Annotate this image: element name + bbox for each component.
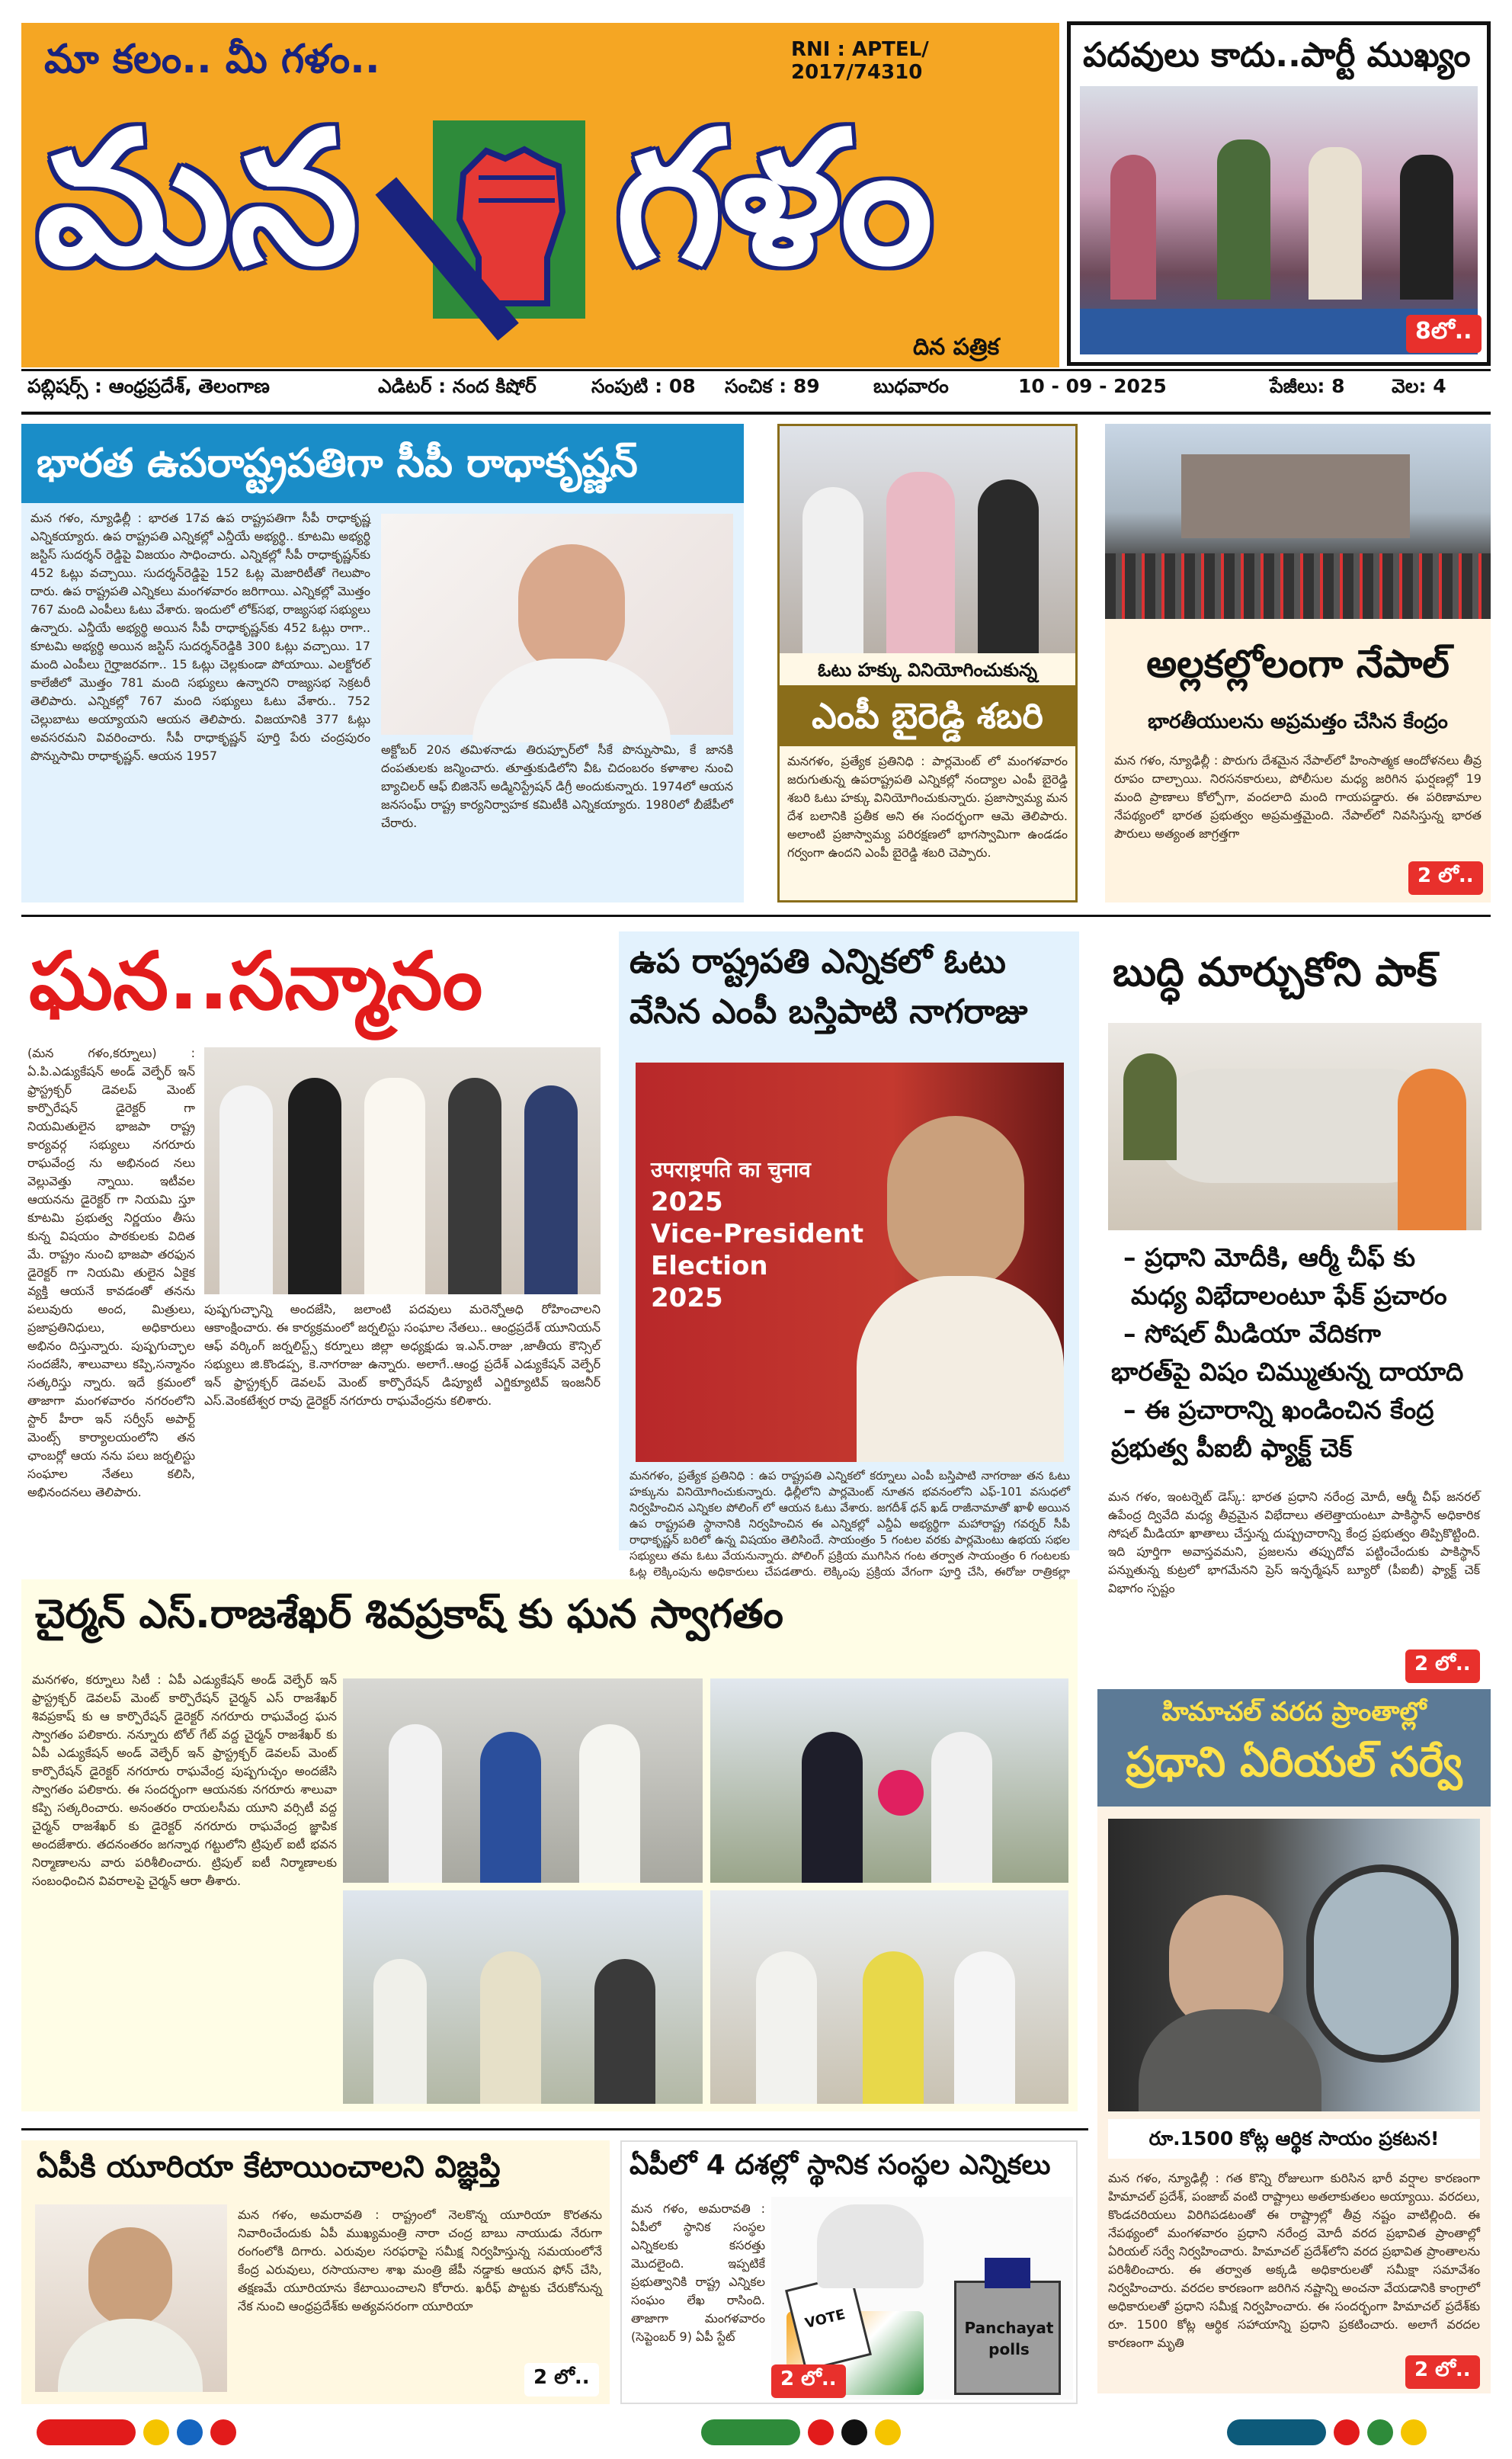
issue: సంచిక : 89 <box>725 375 820 397</box>
s6-bullet1: – ప్రధాని మోదీకి, ఆర్మీ చీఫ్ కు <box>1123 1242 1416 1272</box>
s6-bullet1b: మధ్య విభేదాలంటూ ఫేక్ ప్రచారం <box>1131 1281 1447 1310</box>
s2-headline: ఎంపీ బైరెడ్డి శబరి <box>780 685 1075 746</box>
s8-badge[interactable]: 2 లో.. <box>1405 2355 1480 2389</box>
s8-caption: రూ.1500 కోట్ల ఆర్థిక సాయం ప్రకటన! <box>1108 2119 1480 2159</box>
welcome-photo-2 <box>710 1678 1068 1883</box>
s10-headline: ఏపీలో 4 దశల్లో స్థానిక సంస్థల ఎన్నికలు <box>629 2150 1051 2181</box>
ballot-box <box>954 2281 1061 2395</box>
nepal-protest-photo <box>1105 424 1491 619</box>
top-right-badge[interactable]: 8లో.. <box>1406 315 1482 353</box>
weekday: బుధవారం <box>873 375 949 397</box>
welcome-photo-1 <box>343 1678 703 1883</box>
publishers: పబ్లిషర్స్ : ఆంధ్రప్రదేశ్, తెలంగాణ <box>27 375 270 397</box>
welcome-photo-4 <box>710 1890 1068 2104</box>
s8-headline: ప్రధాని ఏరియల్ సర్వే <box>1126 1738 1462 1786</box>
sign-line5: 2025 <box>651 1283 723 1313</box>
s4-headline: ఘన..సన్మానం <box>29 935 483 1028</box>
hand-shape <box>817 2204 924 2288</box>
box-line2: polls <box>988 2340 1030 2358</box>
s6-headline: బుద్ధి మార్చుకోని పాక్ <box>1113 950 1437 995</box>
s3-headline: అల్లకల్లోలంగా నేపాల్ <box>1146 642 1450 686</box>
masthead <box>21 23 1059 367</box>
welcome-photo-3 <box>343 1890 703 2104</box>
pm-army-chief-photo <box>1108 1023 1482 1230</box>
story-vice-president <box>21 424 744 902</box>
info-bar <box>27 375 1491 406</box>
s3-badge[interactable]: 2 లో.. <box>1408 861 1483 895</box>
top-right-headline: పదవులు కాదు..పార్టీ ముఖ్యం <box>1083 36 1471 75</box>
s6-bullet2b: భారత్‌పై విషం చిమ్ముతున్న దాయాది <box>1111 1357 1464 1387</box>
nagaraju-photo <box>636 1063 1064 1462</box>
story-nepal <box>1105 424 1491 902</box>
story-local-elections <box>620 2140 1078 2404</box>
s2-kicker: ఓటు హక్కు వినియోగించుకున్న <box>780 655 1075 685</box>
s7-body: మనగళం, కర్నూలు సిటీ : ఏపీ ఎడ్యుకేషన్ అండ్ వెల్ఫేర్ ఇన్ ఫ్రాస్ట్రక్చర్ డెవలప్ మెంట్ కార్పొరేషన్ చైర్మన్ ఎస్ రాజశేఖర్ శివప్రకాష్ కు ఆ కార్పొరేషన్ డైరెక్టర్ నగరూరు రాఘవేంద్ర ఘన స్వాగతం పలికారు. నన్నూరు టోల్ గేట్ వద్ద చైర్మన్ రాజశేఖర్ కు ఏపీ ఎడ్యుకేషన్ అండ్ వెల్ఫేర్ ఇన్ ఫ్రాస్ట్రక్చర్ డెవలప్ మెంట్ కార్పొరేషన్ డైరెక్టర్ నగరూరు రాఘవేంద్ర పుష్పగుచ్ఛం అందజేసి స్వాగతం పలికారు. ఈ సందర్భంగా ఆయనకు నగరూరు శాలువా కప్పి సత్కరించారు. అనంతరం రాయలసీమ యూని వర్సిటీ వద్ద చైర్మన్ రాజశేఖర్ కు డైరెక్టర్ నగరూరు రాఘవేంద్ర జ్ఞాపిక అందజేశారు. తదనంతరం జగన్నాథ గట్టులోని ట్రిపుల్ ఐటీ భవన నిర్మాణాలను వారు పరిశీలించారు. ట్రిపుల్ ఐటీ నిర్మాణాలకు సంబంధించిన వివరాలపై చైర్మన్ ఆరా తీశారు. <box>32 1672 337 1888</box>
ballot-label: VOTE <box>803 2306 847 2332</box>
s6-bullet3b: ప్రభుత్వ పీఐబీ ఫ్యాక్ట్ చెక్ <box>1111 1433 1353 1463</box>
masthead-subtitle: దిన పత్రిక <box>913 334 1000 361</box>
s10-badge[interactable]: 2 లో.. <box>771 2364 846 2398</box>
s1-headline: భారత ఉపరాష్ట్రపతిగా సీపీ రాధాకృష్ణన్ <box>21 424 744 503</box>
footer-decoration-right <box>1227 2419 1478 2445</box>
s9-body: మన గళం, అమరావతి : రాష్ట్రంలో నెలకొన్న యూరియా కొరతను నివారించేందుకు ఏపీ ముఖ్యమంత్రి నారా చంద్ర బాబు నాయుడు నేరుగా రంగంలోకి దిగారు. ఎరువుల సరఫరాపై సమీక్ష నిర్వహిస్తున్న సమయంలోనే కేంద్ర ఎరువులు, రసాయనాల శాఖ మంత్రి జేపీ నడ్డాకు ఆయన ఫోన్ చేసి, తక్షణమే యూరియాను కేటాయించాలని కోరారు. ఖరీఫ్ పొట్టకు చేరుకోనున్న నేక నుంచి ఆంధ్రప్రదేశ్‌కు అత్యవసరంగా యూరియా <box>238 2207 602 2313</box>
radhakrishnan-photo <box>381 514 733 735</box>
s4-body-col1: (మన గళం,కర్నూలు) : ఏ.పి.ఎడ్యుకేషన్ అండ్ వెల్ఫేర్ ఇన్ ఫ్రాస్ట్రక్చర్ డెవలప్ మెంట్ కార్పొరేషన్ డైరెక్టర్ గా నియమితులైన భాజపా రాష్ట్ర కార్యవర్గ సభ్యులు నగరూరు రాఘవేంద్ర ను అభినంద నలు వెల్లువెత్తు న్నాయి. ఇటీవల ఆయనను డైరెక్టర్ గా నియమి స్తూ కూటమి ప్రభుత్వ నిర్ణయం తీసు కున్న విషయం పాఠకులకు విదిత మే. రాష్ట్రం నుంచి భాజపా తరఫున డైరెక్టర్ గా నియమి తులైన ఏకైక వ్యక్తి ఆయనే కావడంతో తనను పలువురు అంద, మిత్రులు, ప్రజాప్రతినిధులు, అధికారులు అభినం దిస్తున్నారు. పుష్పగుచ్ఛాల సందజేసి, శాలువాలు కప్పి,సన్మానం సత్కరిస్తు న్నారు. ఇదే క్రమంలో తాజాగా మంగళవారం నగరంలోని స్టార్ హీరా ఇన్ సర్వీస్ అపార్ట్ మెంట్స్ కార్యాలయంలోని తన ఛాంబర్లో ఆయ నను పలు జర్నలిస్టు సంఘాల నేతలు కలిసి, అభినందనలు తెలిపారు. <box>27 1046 195 1499</box>
s6-bullet3: – ఈ ప్రచారాన్ని ఖండించిన కేంద్ర <box>1123 1395 1434 1425</box>
s8-body: మన గళం, న్యూఢిల్లీ : గత కొన్ని రోజులుగా కురిసిన భారీ వర్షాల కారణంగా హిమాచల్ ప్రదేశ్, పంజాబ్ వంటి రాష్ట్రాలు అతలాకుతలం అయ్యాయి. వరదలు, కొండచరియలు విరిగిపడటంతో ఈ రాష్ట్రాల్లో తీవ్ర నష్టం వాటిల్లింది. ఈ నేపథ్యంలో మంగళవారం ప్రధాని నరేంద్ర మోదీ వరద ప్రభావిత ప్రాంతాల్లో ఏరియల్ సర్వే నిర్వహించారు. హిమాచల్ ప్రదేశ్‌లోని వరద ప్రభావిత ప్రాంతాలను పరిశీలించారు. ఈ తర్వాత అక్కడి అధికారులతో సమీక్షా సమావేశం నిర్వహించారు. వరదల కారణంగా జరిగిన నష్టాన్ని అంచనా వేయడానికి కాంగ్రాలో అధికారులతో ప్రధాని సమీక్ష నిర్వహించారు. ఈ సందర్భంగా హిమాచల్ ప్రదేశ్‌కు రూ. 1500 కోట్ల ఆర్థిక సహాయాన్ని ప్రధాని ప్రకటించారు. అలాగే వరదల కారణంగా మృతి <box>1108 2171 1480 2350</box>
s10-body: మన గళం, అమరావతి : ఏపీలో స్థానిక సంస్థల ఎన్నికలకు కసరత్తు మొదలైంది. ఇప్పటికే ప్రభుత్వానికి రాష్ట్ర ఎన్నికల సంఘం లేఖ రాసింది. తాజాగా మంగళవారం (సెప్టెంబర్ 9) ఏపీ స్టేట్ <box>631 2201 765 2344</box>
box-line1: Panchayat <box>964 2319 1054 2337</box>
s1-body-col2: అక్టోబర్ 20న తమిళనాడు తిరుప్పూర్‌లో సీకే పొన్నుసామి, కే జానకి దంపతులకు జన్మించారు. తూత్తుకుడిలోని వీఓ చిదంబరం కళాశాల నుంచి బ్యాచిలర్ ఆఫ్ బిజినెస్ అడ్మినిస్ట్రేషన్ డిగ్రీ అందుకున్నారు. 1974లో ఆయన జనసంఘ్ రాష్ట్ర కార్యనిర్వాహక కమిటీకి ఎన్నికయ్యారు. 1980లో బీజేపీలో చేరారు. <box>381 742 733 830</box>
story-urea <box>21 2140 610 2404</box>
s8-kicker: హిమాచల్ వరద ప్రాంతాల్లో <box>1161 1697 1427 1727</box>
footer-decoration-center <box>701 2419 930 2445</box>
sign-line4: Election <box>651 1251 768 1281</box>
rni-number: RNI : APTEL/ 2017/74310 <box>791 38 929 84</box>
s5-headline-line2: వేసిన ఎంపీ బస్తిపాటి నాగరాజు <box>629 992 1028 1031</box>
pm-helicopter-photo <box>1108 1819 1480 2111</box>
divider-row3 <box>21 2128 1088 2130</box>
story-felicitation <box>21 931 608 1550</box>
s6-badge[interactable]: 2 లో.. <box>1405 1649 1480 1683</box>
election-sign-board <box>651 1154 872 1360</box>
s9-headline: ఏపీకి యూరియా కేటాయించాలని విజ్ఞప్తి <box>37 2150 501 2185</box>
ballot-box-slot <box>985 2258 1030 2288</box>
top-right-story <box>1067 21 1491 366</box>
masthead-tagline: మా కలం.. మీ గళం.. <box>44 37 380 82</box>
sign-line2: 2025 <box>651 1187 723 1217</box>
info-bar-top-rule <box>21 369 1491 371</box>
felicitation-photo <box>204 1047 601 1294</box>
story-pakistan <box>1097 931 1491 1689</box>
story-byreddy-shabari <box>777 424 1078 902</box>
sign-line3: Vice-President <box>651 1219 864 1249</box>
volume: సంపుటి : 08 <box>591 375 696 397</box>
s2-body: మనగళం, ప్రత్యేక ప్రతినిధి : పార్లమెంట్ లో మంగళవారం జరుగుతున్న ఉపరాష్ట్రపతి ఎన్నికల్లో నంద్యాల ఎంపీ బైరెడ్డి శబరి ఓటు హక్కు వినియోగించుకున్నారు. ప్రజాస్వామ్య మన దేశ బలానికి ప్రతీక అని ఈ సందర్భంగా ఆమె తెలిపారు. అలాంటి ప్రజాస్వామ్య పరిరక్షణలో భాగస్వామిగా ఉండడం గర్వంగా ఉందని ఎంపీ బైరెడ్డి శబరి చెప్పారు. <box>787 754 1068 860</box>
s7-headline: చైర్మన్ ఎస్.రాజశేఖర్ శివప్రకాష్ కు ఘన స్వాగతం <box>35 1592 783 1637</box>
chandrababu-photo <box>35 2204 227 2392</box>
story-nagaraju <box>619 931 1079 1579</box>
shabari-photo <box>780 426 1075 653</box>
editor: ఎడిటర్ : నంద కిషోర్ <box>378 375 537 397</box>
issue-date: 10 - 09 - 2025 <box>1018 375 1167 397</box>
masthead-title-left: మన <box>37 91 359 305</box>
divider-row1 <box>21 915 1491 917</box>
page-count: పేజీలు: 8 <box>1270 375 1345 397</box>
s6-bullet2: – సోషల్ మీడియా వేదికగా <box>1123 1319 1381 1348</box>
s4-body-col2: పుష్పగుచ్ఛాన్ని అందజేసి, జలాంటి పదవులు మరెన్నోఅధి రోహించాలని ఆకాంక్షించారు. ఈ కార్యక్రమంలో జర్నలిస్టు సంఘాల నేతలు.. ఆంధ్రప్రదేశ్ యూనియన్ ఆఫ్ వర్కింగ్ జర్నలిస్ట్స్ కర్నూలు జిల్లా అధ్యక్షుడు ఇ.ఎన్.రాజు ,జాతీయ కౌన్సిల్ సభ్యులు జి.కొండప్ప, కె.నాగరాజు ఉన్నారు. అలాగే..ఆంధ్ర ప్రదేశ్ ఎడ్యుకేషన్ వెల్ఫేర్ ఇన్ ఫ్రాస్ట్రక్చర్ డెవలప్ మెంట్ కార్పొరేషన్ డిప్యూటీ ఎగ్జిక్యూటివ్ ఇంజనీర్ ఎస్.వెంకటేశ్వర రావు డైరెక్టర్ నగరూరు రాఘవేంద్రను కలిశారు. <box>204 1302 601 1408</box>
s5-body: మనగళం, ప్రత్యేక ప్రతినిధి : ఉప రాష్ట్రపతి ఎన్నికలో కర్నూలు ఎంపీ బస్తిపాటి నాగరాజు తన ఓటు హక్కును వినియోగించుకున్నారు. ఢిల్లీలోని పార్లమెంట్ నూతన భవనంలోని ఎఫ్-101 వసుధలో నిర్వహించిన ఎన్నికల పోలింగ్ లో ఆయన ఓటు వేశారు. జగదీశ్ ధన్ ఖడ్ రాజీనామాతో ఖాళీ అయిన ఉప రాష్ట్రపతి స్థానానికి నిర్వహించిన ఈ ఎన్నికల్లో ఎన్డీఏ అభ్యర్థిగా మహారాష్ట్ర గవర్నర్ సీపీ రాధాకృష్ణన్ బరిలో ఉన్న విషయం తెలిసిందే. సాయంత్రం 5 గంటల వరకు పార్లమెంటు ఉభయ సభల సభ్యులు తమ ఓటు వేయనున్నారు. పోలింగ్ ప్రక్రియ ముగిసిన గంట తర్వాత సాయంత్రం 6 గంటలకు ఓట్ల లెక్కింపును అధికారులు చేపడతారు. లెక్కింపు ప్రక్రియ వేగంగా పూర్తి చేసి, ఈరోజు రాత్రికల్లా <box>629 1469 1070 1579</box>
footer-decoration-left <box>37 2419 265 2445</box>
s1-body-col1: మన గళం, న్యూఢిల్లీ : భారత 17వ ఉప రాష్ట్రపతిగా సీపీ రాధాకృష్ణ ఎన్నికయ్యారు. ఉప రాష్ట్రపతి ఎన్నికల్లో ఎన్డీయే అభ్యర్థి.. కూటమి అభ్యర్థి జస్టిస్ సుదర్శన్ రెడ్డిపై విజయం సాధించారు. ఎన్నికల్లో సీపీ రాధాకృష్ణన్‌కు 452 ఓట్లు వచ్చాయి. సుదర్శన్‌రెడ్డిపై 152 ఓట్ల మెజారిటీతో గెలుపొం దారు. ఉప రాష్ట్రపతి ఎన్నికలు మంగళవారం జరిగాయి. ఎన్నికల్లో మొత్తం 767 మంది ఎంపీలు ఓటు వేశారు. ఇందులో లోక్‌సభ, రాజ్యసభ సభ్యులు ఉన్నారు. ఎన్డీయే అభ్యర్థి అయిన సీపీ రాధాకృష్ణన్‌కు 452 ఓట్లు రాగా.. కూటమి అభ్యర్థి అయిన జస్టిస్ సుదర్శన్‌రెడ్డికి 300 ఓట్లు వచ్చాయి. 17 మంది ఎంపీలు గైర్హాజరవగా.. 15 ఓట్లు చెల్లకుండా పోయాయి. ఎలక్టోరల్ కాలేజీలో మొత్తం 781 మంది సభ్యులు ఉన్నారని రాజ్యసభ సెక్రటరీ తెలిపారు. ఎన్నికల్లో 767 మంది సభ్యులు ఓటు వేశారు.. 752 చెల్లుబాటు అయ్యాయని ఆయన తెలిపారు. విజయానికి 377 ఓట్లు అవసరమని వివరించారు. సీపీ రాధాకృష్ణన్ పూర్తి పేరు చంద్రపురం పొన్నుసామి రాధాకృష్ణన్. ఆయన 1957 <box>30 511 370 763</box>
s6-body: మన గళం, ఇంటర్నెట్ డెస్క్: భారత ప్రధాని నరేంద్ర మోదీ, ఆర్మీ చీఫ్ జనరల్ ఉపేంద్ర ద్వివేది మధ్య తీవ్రమైన విభేదాలు తలెత్తాయంటూ పాకిస్థాన్ అధికారిక సోషల్ మీడియా ఖాతాలు చేస్తున్న దుష్ప్రచారాన్ని కేంద్ర ప్రభుత్వం తిప్పికొట్టింది. ఇది పూర్తిగా అవాస్తవమని, ప్రజలను తప్పుదోవ పట్టించేందుకు పాకిస్థాన్ పన్నుతున్న కుట్రలో భాగమేనని ప్రెస్ ఇన్ఫర్మేషన్ బ్యూరో (పీఐబీ) ఫ్యాక్ట్ చెక్ విభాగం స్పష్టం <box>1108 1489 1480 1595</box>
sign-line1: उपराष्ट्रपति का चुनाव <box>651 1157 811 1182</box>
fist-pen-logo <box>433 105 585 319</box>
story-aerial-survey <box>1097 1689 1491 2393</box>
info-bar-bottom-rule <box>21 412 1491 415</box>
s3-body: మన గళం, న్యూఢిల్లీ : పొరుగు దేశమైన నేపాల్‌లో హింసాత్మక ఆందోళనలు తీవ్ర రూపం దాల్చాయి. నిరసనకారులు, పోలీసుల మధ్య జరిగిన ఘర్షణల్లో 19 మంది ప్రాణాలు కోల్పోగా, వందలాది మంది గాయపడ్డారు. ఈ పరిణామాల నేపథ్యంలో భారత ప్రభుత్వం అప్రమత్తమైంది. నేపాల్‌లో నివసిస్తున్న భారత పౌరులు అత్యంత జాగ్రత్తగా <box>1114 753 1482 841</box>
price: వెల: 4 <box>1392 375 1446 397</box>
masthead-title-right: గళం <box>616 91 934 305</box>
story-chairman-welcome <box>21 1579 1078 2111</box>
s3-subhead: భారతీయులను అప్రమత్తం చేసిన కేంద్రం <box>1148 710 1448 733</box>
s9-badge[interactable]: 2 లో.. <box>524 2363 599 2396</box>
s5-headline-line1: ఉప రాష్ట్రపతి ఎన్నికలో ఓటు <box>629 942 1006 981</box>
